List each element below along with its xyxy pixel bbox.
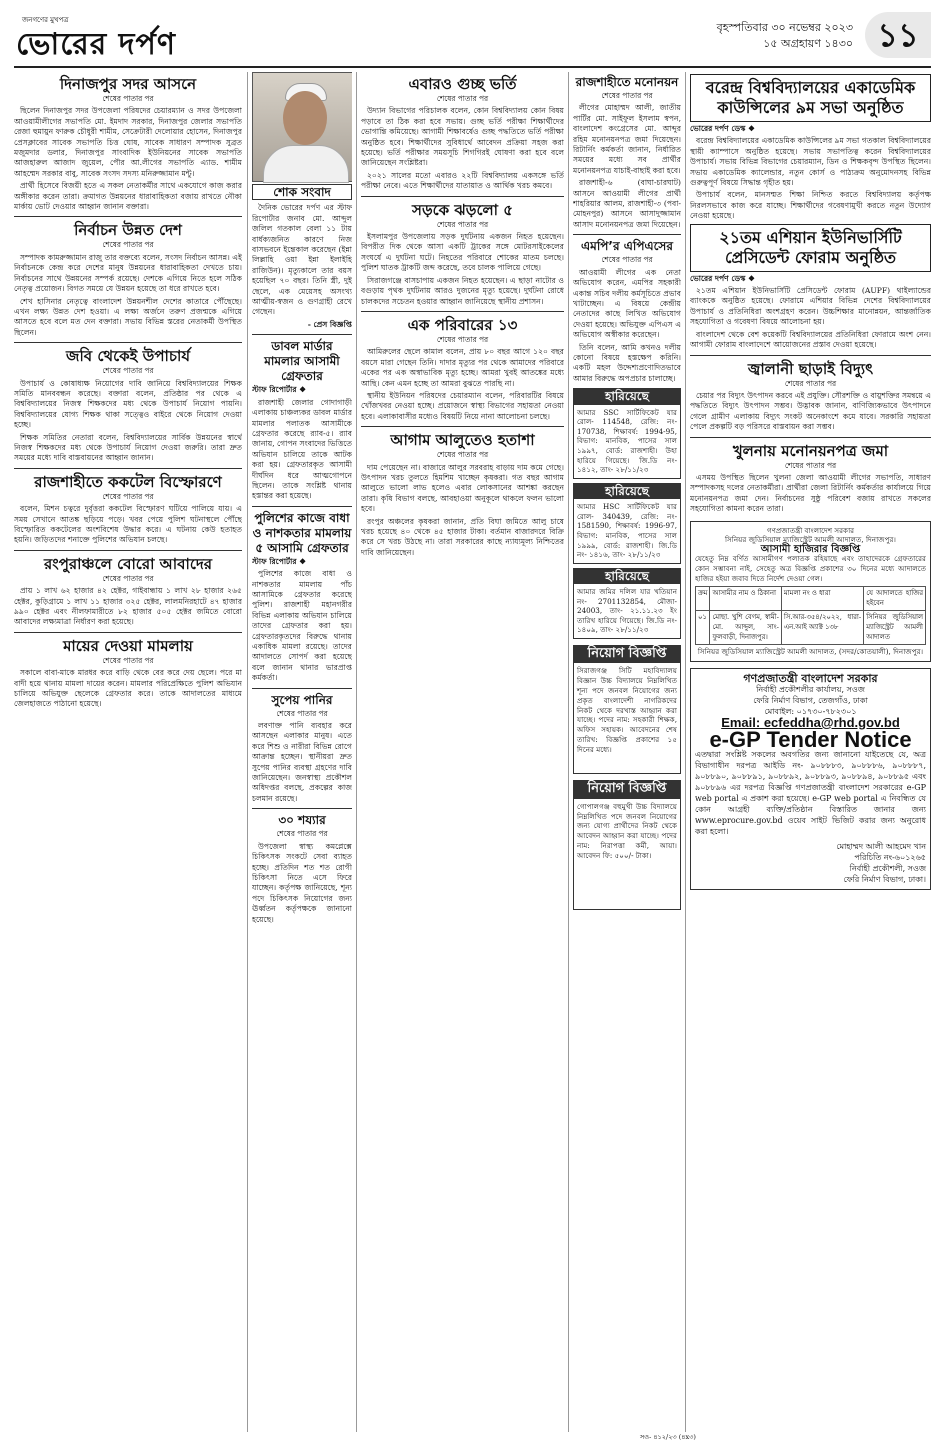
table-cell: ০১ bbox=[696, 611, 710, 645]
table-cell: সি.আর-৩৫৪/২০২২, ধারা- এন.আই অ্যাক্ট ১৩৮ bbox=[781, 611, 863, 645]
lost-notice-body: আমার জমির দলিল যার খতিয়ান নং- 2701132854, মৌজা- 24003, তাং- ২১.১১.২৩ ইং তারিখ হারিয়ে গিয়েছে। জি.ডি নং- ১৪০৯, তাং- ২৮/১১/২৩ bbox=[573, 584, 681, 639]
continued-label: শেষের পাতার পর bbox=[276, 829, 328, 839]
signatory-title: নির্বাহী প্রকৌশলী, সওজ bbox=[849, 863, 926, 873]
signatory-id: পরিচিতি নং-৬০১২৬৫ bbox=[854, 852, 926, 862]
article-paragraph: বলেন, মিশন চত্বরে দুর্বৃত্তরা ককটেল বিস্ফোরণ ঘটিয়ে পালিয়ে যায়। এ সময় সেখানে আতঙ্ক ছড়িয়ে পড়ে। খবর পেয়ে পুলিশ ঘটনাস্থলে পৌঁছে বিস্ফোরিত ককটেলের অংশবিশেষ উদ্ধার করে। এ ঘটনায় কেউ হতাহত হয়নি। জড়িতদের শনাক্তে পুলিশের অভিযান চলছে। bbox=[14, 504, 242, 545]
article-paragraph: উপজেলা স্বাস্থ্য কমপ্লেক্সে চিকিৎসক সংকটে সেবা ব্যাহত হচ্ছে। প্রতিদিন শত শত রোগী চিকিৎসা নিতে এসে ফিরে যাচ্ছেন। কর্তৃপক্ষ জানিয়েছে, শূন্য পদে চিকিৎসক নিয়োগের জন্য ঊর্ধ্বতন কর্তৃপক্ষকে জানানো হয়েছে। bbox=[252, 841, 352, 924]
continued-label: শেষের পাতার পর bbox=[102, 573, 154, 583]
gov-head: গণপ্রজাতন্ত্রী বাংলাদেশ সরকার bbox=[743, 671, 878, 685]
article-paragraph: উপাচার্য বলেন, মানসম্মত শিক্ষা নিশ্চিত করতে বিশ্ববিদ্যালয় কর্তৃপক্ষ নিরলসভাবে কাজ করে যাচ্ছে। শিক্ষার্থীদের গবেষণামুখী করতে নতুন উদ্যোগ নেওয়া হয়েছে। bbox=[690, 190, 931, 221]
headline-box: বরেন্দ্র বিশ্ববিদ্যালয়ের একাডেমিক কাউন্সিলের ৯ম সভা অনুষ্ঠিত bbox=[690, 74, 931, 122]
article-paragraph: আওয়ামী লীগের এক নেতা অভিযোগ করেন, এমপির সহকারী একান্ত সচিব দলীয় কর্মসূচিতে প্রভাব খাটাচ্ছেন। এ বিষয়ে কেন্দ্রীয় নেতাদের কাছে লিখিত অভিযোগ দেওয়া হয়েছে। অভিযুক্ত এপিএস এ অভিযোগ অস্বীকার করেছেন। bbox=[573, 267, 681, 340]
continued-label: শেষের পাতার পর bbox=[601, 91, 653, 100]
article-paragraph: ইসলামপুর উপজেলায় সড়ক দুর্ঘটনায় একজন নিহত হয়েছেন। বিপরীত দিক থেকে আসা একটি ট্রাকের সঙ্গে মোটরসাইকেলের সংঘর্ষে এ দুর্ঘটনা ঘটে। নিহতের পরিবারে শোকের মাতম চলছে। পুলিশ ঘাতক ট্রাকটি জব্দ করেছে, তবে চালক পালিয়ে গেছে। bbox=[361, 232, 564, 273]
headline: রংপুরাঞ্চলে বোরো আবাদের bbox=[43, 554, 212, 573]
egp-title: e-GP Tender Notice bbox=[709, 726, 912, 752]
headline: মায়ের দেওয়া মামলায় bbox=[63, 636, 193, 655]
divider bbox=[252, 688, 352, 689]
article-paragraph: রাজশাহী জেলার গোদাগাড়ী এলাকায় চাঞ্চল্যকর ডাবল মার্ডার মামলার পলাতক আসামীকে গ্রেফতার করেছে র‌্যাব-৫। র‌্যাব জানায়, গোপন সংবাদের ভিত্তিতে অভিযান চালিয়ে তাকে আটক করা হয়। গ্রেফতারকৃত আসামী দীর্ঘদিন ধরে আত্মগোপনে ছিলেন। তাকে সংশ্লিষ্ট থানায় হস্তান্তর করা হয়েছে। bbox=[252, 397, 352, 501]
date-gregorian: বৃহস্পতিবার ৩০ নভেম্বর ২০২৩ bbox=[716, 21, 853, 34]
article-paragraph: এসময় উপস্থিত ছিলেন খুলনা জেলা আওয়ামী লীগের সভাপতি, সাধারণ সম্পাদকসহ দলের নেতাকর্মীরা। প্রার্থীরা জেলা রিটার্নিং কর্মকর্তার কার্যালয়ে গিয়ে মনোনয়নপত্র জমা দেন। নির্বাচনের সুষ্ঠু পরিবেশ বজায় রাখতে সকলের সহযোগিতা কামনা করেন তারা। bbox=[690, 472, 931, 514]
tagline: জনগণের মুখপত্র bbox=[22, 16, 69, 24]
table-header-cell: যে আদালতে হাজির হইবেন bbox=[864, 587, 926, 611]
divider bbox=[14, 342, 242, 343]
headline: এবারও গুচ্ছ ভর্তি bbox=[408, 75, 517, 93]
article-paragraph: লীগের মোহাম্মদ আলী, জাতীয় পার্টির মো. সাইফুল ইসলাম স্বপন, বাংলাদেশ কংগ্রেসের মো. আব্দুর রহিম মনোনয়নপত্র জমা দিয়েছেন। রিটার্নিং কর্মকর্তা জানান, নির্ধারিত সময়ের মধ্যে সব প্রার্থীর মনোনয়নপত্র যাচাই-বাছাই করা হবে। bbox=[573, 103, 681, 175]
divider bbox=[14, 468, 242, 469]
column-3 bbox=[361, 72, 564, 1444]
lost-notice-title: হারিয়েছে bbox=[573, 483, 681, 499]
article-paragraph: লবণাক্ত পানি ব্যবহার করে আসছেন এলাকার মানুষ। এতে করে শিশু ও নারীরা বিভিন্ন রোগে আক্রান্ত হচ্ছেন। স্থানীয়রা দ্রুত সুপেয় পানির ব্যবস্থা গ্রহণের দাবি জানিয়েছেন। জনস্বাস্থ্য প্রকৌশল অধিদপ্তর বলছে, প্রকল্পের কাজ চলমান রয়েছে। bbox=[252, 721, 352, 803]
gov-phone: মোবাইল: ০১৭৩০-৭৮২৩০১ bbox=[764, 706, 857, 716]
article-paragraph: বাংলাদেশ থেকে বেশ কয়েকটি বিশ্ববিদ্যালয়ের প্রতিনিধিরা ফোরামে অংশ নেন। আগামী ফোরাম বাংলাদেশে আয়োজনের প্রস্তাব দেওয়া হয়েছে। bbox=[690, 329, 931, 350]
headline-box: ২১তম এশিয়ান ইউনিভার্সিটি প্রেসিডেন্ট ফোরাম অনুষ্ঠিত bbox=[690, 224, 931, 272]
divider bbox=[252, 334, 352, 335]
divider bbox=[690, 355, 931, 356]
column-4 bbox=[573, 72, 681, 1444]
article-paragraph: ছিলেন দিনাজপুর সদর উপজেলা পরিষদের চেয়ারম্যান ও সদর উপজেলা আওয়ামীলীগের সভাপতি মো. ইমদাদ সরকার, দিনাজপুর জেলার সভাপতি রেজা হুমায়ুন ফারুক চৌধুরী শামীম, সেক্রেটারী দেলোয়ার হোসেন, দিনাজপুর প্রেসক্লাবের সাবেক সভাপতি চিত্ত ঘোষ, সাবেক সাধারণ সম্পাদক সুব্রত মজুমদার ডলার, দিনাজপুর সাংবাদিক ইউনিয়নের সাবেক সভাপতি আজহারুল আজাদ জুয়েল, পৌর আ.লীগের সভাপতি এ্যাড. শামীম আহম্মেদ সরকার বাবু, সাবেক সংসদ সদস্য মনিরুজ্জামান মন্টু। bbox=[14, 106, 242, 178]
continued-label: শেষের পাতার পর bbox=[276, 708, 328, 718]
lost-notice-title: হারিয়েছে bbox=[573, 388, 681, 404]
continued-label: শেষের পাতার পর bbox=[436, 334, 489, 344]
lost-notice-body: আমার SSC সার্টিফিকেট যার রোল- 114548, রেজি: নং- 170738, শিক্ষাবর্ষ: 1994-95, বিভাগ: মানবিক, পাসের সাল ১৯৯৭, বোর্ড: রাজশাহী। উহা হারিয়ে গিয়েছে। জি.ডি নং- ১৪১২, তাং- ২৮/১১/২৩ bbox=[573, 405, 681, 479]
byline: স্টাফ রিপোর্টার ❖ bbox=[252, 385, 307, 395]
paper-name: ভোরের দর্পণ bbox=[16, 27, 176, 62]
press-release-sign: - প্রেস বিজ্ঞপ্তি bbox=[307, 319, 352, 329]
article-paragraph: সিরাজগঞ্জে বাসচাপায় একজন নিহত হয়েছেন। এ ছাড়া নাটোর ও বগুড়ায় পৃথক দুর্ঘটনায় আরও দুজনের মৃত্যু হয়েছে। দুর্ঘটনা রোধে চালকদের সচেতন হওয়ার আহ্বান জানিয়েছে স্থানীয় প্রশাসন। bbox=[361, 275, 564, 306]
byline: ভোরের দর্পণ ডেস্ক ❖ bbox=[690, 273, 755, 283]
headline: রাজশাহীতে ককটেল বিস্ফোরণে bbox=[34, 472, 222, 491]
continued-label: শেষের পাতার পর bbox=[102, 491, 154, 501]
shirt-shape bbox=[263, 145, 349, 183]
date-bangla: ১৫ অগ্রহায়ণ ১৪৩০ bbox=[763, 37, 853, 50]
article-paragraph: উপাচার্য ও কোষাধ্যক্ষ নিয়োগের দাবি জানিয়ে বিশ্ববিদ্যালয়ের শিক্ষক সমিতি মানববন্ধন করেছে। বক্তারা বলেন, প্রতিষ্ঠার পর থেকে এ বিশ্ববিদ্যালয়ের নিজস্ব শিক্ষকদের মধ্য থেকে উপাচার্য নিয়োগ পায়নি। বিশ্ববিদ্যালয়ের যোগ্য শিক্ষক থাকা সত্ত্বেও বাইরে থেকে নিয়োগ দেওয়া হচ্ছে। bbox=[14, 378, 242, 430]
court-notice-body: যেহেতু নিম্ন বর্ণিত আসামীগণ পলাতক রহিয়াছে এবং তাহাদেরকে গ্রেফতারের কোন সম্ভাবনা নাই, সেহেতু অত্র বিজ্ঞপ্তি প্রকাশের ৩০ দিনের মধ্যে আদালতে হাজির হইয়া জবাব দিতে নির্দেশ দেওয়া গেল। bbox=[695, 554, 926, 583]
article-paragraph: বরেন্দ্র বিশ্ববিদ্যালয়ের একাডেমিক কাউন্সিলের ৯ম সভা গতকাল বিশ্ববিদ্যালয়ের স্থায়ী ক্যাম্পাসে অনুষ্ঠিত হয়েছে। সভায় সভাপতিত্ব করেন বিশ্ববিদ্যালয়ের উপাচার্য। সভায় বিভিন্ন বিভাগের চেয়ারম্যান, ডিন ও শিক্ষকবৃন্দ উপস্থিত ছিলেন। সভায় একাডেমিক ক্যালেন্ডার, নতুন কোর্স ও পাঠ্যক্রম অনুমোদনসহ বিভিন্ন গুরুত্বপূর্ণ বিষয়ে সিদ্ধান্ত গৃহীত হয়। bbox=[690, 136, 931, 188]
divider bbox=[252, 506, 352, 507]
headline: নির্বাচন উন্নত দেশ bbox=[74, 221, 182, 240]
continued-label: শেষের পাতার পর bbox=[436, 94, 489, 103]
gov-office: নির্বাহী প্রকৌশলীর কার্যালয়, সওজ bbox=[756, 684, 865, 694]
column-2 bbox=[252, 72, 352, 1444]
divider bbox=[361, 426, 564, 427]
divider bbox=[361, 196, 564, 197]
signatory-name: মোহাম্মদ আলী আহমেদ খান bbox=[836, 841, 926, 851]
gov-email: Email: ecfeddha@rhd.gov.bd bbox=[721, 714, 900, 730]
article-paragraph: প্রার্থী হিসেবে বিজয়ী হতে এ সকল নেতাকর্মীর সাথে একযোগে কাজ করার অঙ্গীকার করেন তারা। ক্রমাগত উন্নয়নের ধারাবাহিকতা বজায় রাখতে নৌকা মার্কায় ভোট দেওয়ার আহ্বান জানান বক্তারা। bbox=[14, 181, 242, 212]
tender-notice bbox=[690, 668, 931, 890]
table-cell: মোছা. খুশি বেগম, স্বামী- মো. আব্দুল, সাং- ফুলবাড়ী, দিনাজপুর। bbox=[710, 611, 781, 645]
table-cell: সিনিয়র জুডিসিয়াল ম্যাজিস্ট্রেট আমলী আদালত bbox=[864, 611, 926, 645]
column-1 bbox=[14, 72, 242, 1444]
continued-label: শেষের পাতার পর bbox=[102, 366, 154, 376]
headline: জ্বালানী ছাড়াই বিদ্যুৎ bbox=[747, 359, 874, 378]
column-divider bbox=[568, 72, 569, 1432]
lost-notice-body: আমার HSC সার্টিফিকেট যার রোল- 340439, রেজি: নং- 1581590, শিক্ষাবর্ষ: 1996-97, বিভাগ: মানবিক, পাসের সাল ১৯৯৯, বোর্ড: রাজশাহী। জি.ডি নং- ১৪১৬, তাং- ২৮/১১/২৩ bbox=[573, 499, 681, 564]
table-header-cell: আসামীর নাম ও ঠিকানা bbox=[710, 587, 781, 611]
page-number: ১১ bbox=[865, 12, 931, 58]
continued-label: শেষের পাতার পর bbox=[601, 255, 653, 265]
article-paragraph: উদ্যান বিভাগের পরিচালক বলেন, কোন বিশ্ববিদ্যালয় কোন বিষয় পড়াবে তা ঠিক করা হবে সভায়। গুচ্ছ ভর্তি পরীক্ষা শিক্ষার্থীদের ভোগান্তি কমিয়েছে। আগামী শিক্ষাবর্ষেও গুচ্ছ পদ্ধতিতে ভর্তি পরীক্ষা অনুষ্ঠিত হবে। শিক্ষার্থীদের সুবিধার্থে আবেদন প্রক্রিয়া সহজ করা হয়েছে। ভর্তি পরীক্ষার সময়সূচি শিগগিরই ঘোষণা করা হবে বলে জানিয়েছেন সংশ্লিষ্টরা। bbox=[361, 106, 564, 168]
article-paragraph: রাজশাহী-৬ (বাঘা-চারঘাট) আসনে আওয়ামী লীগের প্রার্থী শাহরিয়ার আলম, রাজশাহী-৩ (পবা-মোহনপুর) আসনে আসাদুজ্জামান আসাদ মনোনয়নপত্র জমা দিয়েছেন। bbox=[573, 178, 681, 229]
paper-logo bbox=[16, 14, 206, 62]
continued-label: শেষের পাতার পর bbox=[102, 94, 154, 103]
headline: জবি থেকেই উপাচার্য bbox=[66, 347, 190, 366]
headline: পুলিশের কাজে বাধা ও নাশকতার মামলায় ৫ আসামি গ্রেফতার bbox=[252, 510, 352, 555]
court-notice-sub: সিনিয়র জুডিসিয়াল ম্যাজিস্ট্রেট আমলী আদালত, দিনাজপুর। bbox=[724, 535, 897, 545]
divider bbox=[14, 216, 242, 217]
article-paragraph: রংপুর অঞ্চলের কৃষকরা জানান, প্রতি বিঘা জমিতে আলু চাষে খরচ হয়েছে ৪০ থেকে ৪৫ হাজার টাকা। বর্তমান বাজারদরে বিক্রি করে সে খরচ উঠছে না। তারা সরকারের কাছে ন্যায্যমূল্য নিশ্চিতের দাবি জানিয়েছেন। bbox=[361, 516, 564, 557]
article-paragraph: তিনি বলেন, আমি কখনও দলীয় কোনো বিষয়ে হস্তক্ষেপ করিনি। একটি মহল উদ্দেশ্যপ্রণোদিতভাবে আমার বিরুদ্ধে অপপ্রচার চালাচ্ছে। bbox=[573, 342, 681, 383]
table-row bbox=[696, 611, 926, 645]
byline: ভোরের দর্পণ ডেস্ক ❖ bbox=[690, 124, 755, 133]
table-header-cell: ক্রম bbox=[696, 587, 710, 611]
headline: ৩০ শয্যার bbox=[278, 813, 326, 828]
article-paragraph: ২১তম এশিয়ান ইউনিভার্সিটি প্রেসিডেন্ট ফোরাম (AUPF) থাইল্যান্ডের ব্যাংককে অনুষ্ঠিত হয়েছে। ফোরামে এশিয়ার বিভিন্ন দেশের বিশ্ববিদ্যালয়ের উপাচার্য ও প্রতিনিধিরা অংশগ্রহণ করেন। উচ্চশিক্ষার মানোন্নয়ন, আন্তর্জাতিক সহযোগিতা ও গবেষণা বিষয়ে আলোচনা হয়। bbox=[690, 286, 931, 327]
headline: সড়কে ঝড়লো ৫ bbox=[412, 200, 513, 219]
headline: এক পরিবারের ১৩ bbox=[407, 315, 518, 334]
masthead bbox=[14, 8, 931, 68]
headline: আগাম আলুতেও হতাশা bbox=[390, 431, 535, 450]
article-paragraph: স্থানীয় ইউনিয়ন পরিষদের চেয়ারম্যান বলেন, পরিবারটির বিষয়ে খোঁজখবর নেওয়া হচ্ছে। প্রয়োজনে স্বাস্থ্য বিভাগের সহায়তা নেওয়া হবে। এলাকাবাসীর মধ্যেও বিষয়টি নিয়ে নানা আলোচনা চলছে। bbox=[361, 390, 564, 421]
signature-block bbox=[695, 841, 926, 885]
article-paragraph: আমিরুলের ছেলে কামাল বলেন, প্রায় ৮০ বছর আগে ১২০ বছর বয়সে মারা গেছেন তিনি। দাদার মৃত্যুর পর থেকে আমাদের পরিবারে একের পর এক অস্বাভাবিক মৃত্যু হচ্ছে। আমরা খুবই আতঙ্কের মধ্যে আছি। কেন এমন হচ্ছে তা আমরা বুঝতে পারছি না। bbox=[361, 347, 564, 388]
headline: সুপেয় পানির bbox=[271, 692, 333, 707]
egp-body: এতদ্বারা সংশ্লিষ্ট সকলের অবগতির জন্য জানানো যাইতেছে যে, অত্র বিভাগাধীন দরপত্র আইডি নং- ৯০৮৮৮৩, ৯০৮৮৮৬, ৯০৮৮৮৭, ৯০৮৮৯০, ৯০৮৮৯১, ৯০৮৮৯২, ৯০৮৮৯৩, ৯০৮৮৯৪, ৯০৮৮৯৫ এবং ৯০৮৮৯৬ এর দরপত্র বিজ্ঞপ্তি গণপ্রজাতন্ত্রী বাংলাদেশ সরকারের e-GP web portal এ প্রকাশ করা হয়েছে। e-GP web portal এ নিবন্ধিত যে কোন আগ্রহী ব্যক্তি/প্রতিষ্ঠান বিস্তারিত জানার জন্য www.eprocure.gov.bd ওয়েব সাইট ভিজিট করার জন্য অনুরোধ করা হলো। bbox=[695, 749, 926, 836]
headline: রাজশাহীতে মনোনয়ন bbox=[575, 75, 679, 89]
obituary-title: শোক সংবাদ bbox=[252, 184, 352, 200]
article-paragraph: দাম পেয়েছেন না। বাজারে আলুর সরবরাহ বাড়ায় দাম কমে গেছে। উৎপাদন খরচ তুলতে হিমশিম খাচ্ছেন কৃষকরা। গত বছর আগাম আলুতে ভালো লাভ হলেও এবার লোকসানের আশঙ্কা করছেন তারা। কৃষি বিভাগ বলছে, আবহাওয়া অনুকূলে থাকলে ফলন ভালো হবে। bbox=[361, 462, 564, 514]
headline: এমপি’র এপিএসের bbox=[581, 239, 673, 254]
continued-label: শেষের পাতার পর bbox=[784, 460, 837, 470]
lost-notice-title: হারিয়েছে bbox=[573, 568, 681, 584]
divider bbox=[573, 234, 681, 235]
divider bbox=[361, 311, 564, 312]
table-header-row bbox=[696, 587, 926, 611]
continued-label: শেষের পাতার পর bbox=[784, 378, 837, 388]
column-divider bbox=[356, 72, 357, 1432]
article-paragraph: পুলিশের কাজে বাধা ও নাশকতার মামলায় পাঁচ আসামিকে গ্রেফতার করেছে পুলিশ। রাজশাহী মহানগরীর বিভিন্ন এলাকায় অভিযান চালিয়ে তাদের গ্রেফতার করা হয়। গ্রেফতারকৃতদের বিরুদ্ধে থানায় একাধিক মামলা রয়েছে। তাদের আদালতে সোপর্দ করা হয়েছে বলে জানান থানার ভারপ্রাপ্ত কর্মকর্তা। bbox=[252, 569, 352, 683]
byline: স্টাফ রিপোর্টার ❖ bbox=[252, 556, 307, 566]
continued-label: শেষের পাতার পর bbox=[102, 655, 154, 665]
obituary-photo bbox=[252, 72, 352, 182]
article-paragraph: দৈনিক ভোরের দর্পণ এর স্টাফ রিপোর্টার জনাব মো. আব্দুল জলিল গতকাল বেলা ১১ টায় বার্ধক্যজনিত কারণে নিজ বাসভবনে ইন্তেকাল করেছেন (ইন্না লিল্লাহি ওয়া ইন্না ইলাইহি রাজিউন)। মৃত্যুকালে তার বয়স হয়েছিল ৭০ বছর। তিনি স্ত্রী, দুই ছেলে, এক মেয়েসহ অসংখ্য আত্মীয়-স্বজন ও গুণগ্রাহী রেখে গেছেন। bbox=[252, 203, 352, 317]
column-divider bbox=[247, 72, 248, 1432]
court-notice-head: গণপ্রজাতন্ত্রী বাংলাদেশ সরকার bbox=[766, 525, 855, 535]
divider bbox=[14, 550, 242, 551]
gov-division: ফেরি নির্মাণ বিভাগ, তেজগাঁও, ঢাকা bbox=[753, 695, 868, 705]
article-paragraph: প্রায় ১ লাখ ৬২ হাজার ৪২ হেক্টর, গাইবান্ধায় ১ লাখ ২৮ হাজার ২৬৫ হেক্টর, কুড়িগ্রামে ১ লাখ ১১ হাজার ৩২৫ হেক্টর, লালমনিরহাটে ৪৭ হাজার ৯৯০ হেক্টর এবং নীলফামারীতে ৮২ হাজার ৫০৫ হেক্টর জমিতে বোরো আবাদের লক্ষ্যমাত্রা নির্ধারণ করা হয়েছে। bbox=[14, 586, 242, 627]
continued-label: শেষের পাতার পর bbox=[436, 219, 489, 229]
divider bbox=[252, 808, 352, 809]
ad-code: সও- ৪১২/২৩ (৪x৩) bbox=[640, 1433, 696, 1441]
headline: ডাবল মার্ডার মামলার আসামী গ্রেফতার bbox=[264, 339, 340, 384]
article-paragraph: শিক্ষক সমিতির নেতারা বলেন, বিশ্ববিদ্যালয়ের সার্বিক উন্নয়নের স্বার্থে নিজস্ব শিক্ষকদের মধ্য থেকে উপাচার্য নিয়োগ দেওয়া জরুরি। তারা দ্রুত সময়ের মধ্যে দাবি বাস্তবায়নের আহ্বান জানান। bbox=[14, 432, 242, 463]
column-divider bbox=[685, 72, 686, 1432]
article-paragraph: সকালে বাবা-মাকে মারধর করে বাড়ি থেকে বের করে দেয় ছেলে। পরে মা বাদী হয়ে থানায় মামলা দায়ের করেন। মামলার পরিপ্রেক্ষিতে পুলিশ অভিযান চালিয়ে অভিযুক্ত ছেলেকে গ্রেফতার করে। তাকে আদালতের মাধ্যমে জেলহাজতে পাঠানো হয়েছে। bbox=[14, 668, 242, 709]
continued-label: শেষের পাতার পর bbox=[436, 450, 489, 460]
court-notice-sign: সিনিয়র জুডিসিয়াল ম্যাজিস্ট্রেট আমলী আদালত, (সদর/কোতয়ালী), দিনাজপুর। bbox=[697, 647, 924, 657]
article-paragraph: ২০২১ সালের মতো এবারও ২২টি বিশ্ববিদ্যালয় একসঙ্গে ভর্তি পরীক্ষা নেবে। এতে শিক্ষার্থীদের যাতায়াত ও আর্থিক খরচ কমবে। bbox=[361, 170, 564, 191]
date-box bbox=[717, 20, 853, 52]
court-table bbox=[695, 586, 926, 645]
face-shape bbox=[283, 91, 327, 145]
job-notice-title: নিয়োগ বিজ্ঞপ্তি bbox=[573, 780, 681, 798]
divider bbox=[690, 437, 931, 438]
job-notice-title: নিয়োগ বিজ্ঞপ্তি bbox=[573, 645, 681, 663]
continued-label: শেষের পাতার পর bbox=[102, 240, 154, 250]
job-notice-body: গোপালগঞ্জ বহুমুখী উচ্চ বিদ্যালয়ে নিম্নলিখিত পদে জনবল নিয়োগের জন্য যোগ্য প্রার্থীদের নিকট থেকে আবেদন আহ্বান করা যাচ্ছে। পদের নাম: নিরাপত্তা কর্মী, আয়া। আবেদন ফি: ৫০০/- টাকা। bbox=[573, 799, 681, 910]
table-header-cell: মামলা নং ও ধারা bbox=[781, 587, 863, 611]
court-notice-title: আসামী হাজিরার বিজ্ঞপ্তি bbox=[760, 543, 861, 555]
article-paragraph: শেখ হাসিনার নেতৃত্বে বাংলাদেশ উন্নয়নশীল দেশের কাতারে পৌঁছেছে। এখন লক্ষ্য উন্নত দেশ হওয়া। এ লক্ষ্য অর্জনে তরুণ প্রজন্মকে এগিয়ে আসতে হবে বলে মত দেন বক্তারা। সভায় বিভিন্ন স্তরের নেতাকর্মী উপস্থিত ছিলেন। bbox=[14, 296, 242, 337]
court-notice bbox=[690, 521, 931, 662]
article-paragraph: চেয়ার পর বিদ্যুৎ উৎপাদন করবে এই প্রযুক্তি। সৌরশক্তি ও বায়ুশক্তির সমন্বয়ে এ পদ্ধতিতে বিদ্যুৎ উৎপাদন সম্ভব। উদ্ভাবক জানান, বাণিজ্যিকভাবে উৎপাদনে গেলে গ্রামীণ এলাকায় বিদ্যুৎ সংকট অনেকাংশে কমে যাবে। সরকারি সহায়তা পেলে প্রকল্পটি বড় পরিসরে বাস্তবায়ন করা সম্ভব। bbox=[690, 390, 931, 432]
job-notice-body: সিরাজগঞ্জ সিটি মহাবিদ্যালয় বিজ্ঞান উচ্চ বিদ্যালয়ে নিম্নলিখিত শূন্য পদে জনবল নিয়োগের জন্য প্রকৃত বাংলাদেশী নাগরিকদের নিকট থেকে দরখাস্ত আহ্বান করা যাচ্ছে। পদের নাম: সহকারী শিক্ষক, অফিস সহায়ক। আবেদনের শেষ তারিখ: বিজ্ঞপ্তি প্রকাশের ১৫ দিনের মধ্যে। bbox=[573, 663, 681, 774]
headline: দিনাজপুর সদর আসনে bbox=[59, 75, 197, 93]
signatory-office: ফেরি নির্মাণ বিভাগ, ঢাকা। bbox=[843, 874, 926, 884]
headline: খুলনায় মনোনয়নপত্র জমা bbox=[732, 441, 889, 460]
divider bbox=[14, 632, 242, 633]
article-paragraph: সম্পাদক কামরুজ্জামান রাজু তার বক্তব্যে বলেন, সংসদ নির্বাচন আসন্ন। এই নির্বাচনকে কেন্দ্র করে দেশের মানুষ উন্নয়নের ধারাবাহিকতা দেখতে চায়। নির্বাচনের সাথে উন্নয়নের সম্পর্ক রয়েছে। দেশকে এগিয়ে নিতে হলে সঠিক নেতৃত্ব প্রয়োজন। বিগত সময়ে যে উন্নয়ন হয়েছে তা ধরে রাখতে হবে। bbox=[14, 252, 242, 294]
column-5 bbox=[690, 72, 931, 1444]
